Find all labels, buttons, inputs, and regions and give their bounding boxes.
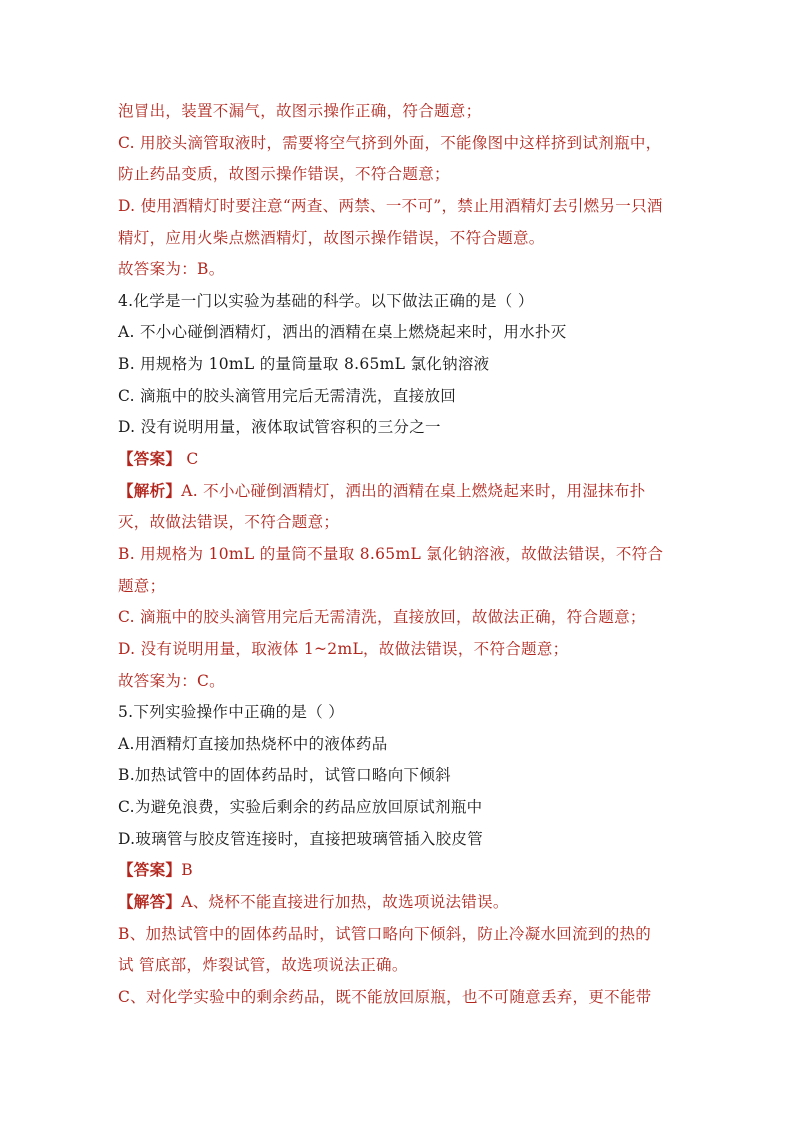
line-text: 题意； — [118, 577, 166, 595]
text-line — [118, 512, 339, 532]
text-line — [118, 322, 567, 342]
section-label: 【答案】 — [118, 449, 182, 468]
line-text: 故答案为：C。 — [118, 672, 225, 690]
text-line — [118, 196, 663, 216]
line-text: C. 用胶头滴管取液时，需要将空气挤到外面，不能像图中这样挤到试剂瓶中， — [118, 134, 662, 152]
line-text: B、加热试管中的固体药品时，试管口略向下倾斜，防止冷凝水回流到的热的 — [118, 925, 652, 943]
text-line — [118, 417, 441, 437]
line-text: 灭，故做法错误，不符合题意； — [118, 513, 340, 531]
section-label: 【解析】 — [118, 481, 182, 500]
line-text: 防止药品变质，故图示操作错误，不符合题意； — [118, 165, 450, 183]
line-text: 5.下列实验操作中正确的是（ ） — [118, 703, 345, 721]
line-text: B — [181, 861, 193, 879]
line-text: 试 管底部，炸裂试管，故选项说法正确。 — [118, 956, 408, 974]
line-text: D. 没有说明用量，取液体 1~2mL，故做法错误，不符合题意； — [118, 640, 569, 658]
text-line — [118, 228, 545, 248]
text-line — [118, 259, 225, 279]
text-line — [118, 576, 165, 596]
line-text: B. 用规格为 10mL 的量筒不量取 8.65mL 氯化钠溶液，故做法错误，不符合 — [118, 545, 664, 563]
line-text: 4.化学是一门以实验为基础的科学。以下做法正确的是（ ） — [118, 292, 534, 310]
text-line — [118, 702, 344, 722]
line-text: A、烧杯不能直接进行加热，故选项说法错误。 — [181, 893, 509, 911]
text-line — [118, 734, 388, 754]
line-text: D. 没有说明用量，液体取试管容积的三分之一 — [118, 418, 441, 436]
text-line — [118, 449, 199, 469]
line-text: A. 不小心碰倒酒精灯，洒出的酒精在桌上燃烧起来时，用水扑灭 — [118, 323, 567, 341]
line-text: D. 使用酒精灯时要注意“两查、两禁、一不可”，禁止用酒精灯去引燃另一只酒 — [118, 197, 663, 215]
text-line — [118, 544, 663, 564]
text-line — [118, 639, 568, 659]
text-line — [118, 133, 661, 153]
text-line — [118, 797, 482, 817]
text-line — [118, 955, 408, 975]
text-line — [118, 101, 481, 121]
text-line — [118, 924, 651, 944]
line-text: B.加热试管中的固体药品时，试管口略向下倾斜 — [118, 766, 451, 784]
text-line — [118, 607, 646, 627]
text-line — [118, 829, 483, 849]
line-text: C — [181, 450, 199, 468]
line-text: 精灯，应用火柴点燃酒精灯，故图示操作错误，不符合题意。 — [118, 229, 545, 247]
text-line — [118, 481, 646, 501]
line-text: C. 滴瓶中的胶头滴管用完后无需清洗，直接放回，故做法正确，符合题意； — [118, 608, 646, 626]
line-text: C.为避免浪费，实验后剩余的药品应放回原试剂瓶中 — [118, 798, 483, 816]
section-label: 【答案】 — [118, 860, 182, 879]
text-line — [118, 987, 652, 1007]
line-text: C、对化学实验中的剩余药品，既不能放回原瓶，也不可随意丢弃，更不能带 — [118, 988, 652, 1006]
text-line — [118, 291, 534, 311]
text-line — [118, 892, 509, 912]
section-label: 【解答】 — [118, 892, 182, 911]
line-text: D.玻璃管与胶皮管连接时，直接把玻璃管插入胶皮管 — [118, 830, 484, 848]
line-text: A. 不小心碰倒酒精灯，洒出的酒精在桌上燃烧起来时，用湿抹布扑 — [181, 482, 646, 500]
line-text: B. 用规格为 10mL 的量筒量取 8.65mL 氯化钠溶液 — [118, 355, 490, 373]
text-line — [118, 671, 225, 691]
text-line — [118, 765, 451, 785]
text-line — [118, 354, 489, 374]
line-text: C. 滴瓶中的胶头滴管用完后无需清洗，直接放回 — [118, 387, 457, 405]
text-line — [118, 164, 450, 184]
line-text: 故答案为：B。 — [118, 260, 225, 278]
text-line — [118, 860, 193, 880]
text-line — [118, 386, 456, 406]
line-text: 泡冒出，装置不漏气，故图示操作正确，符合题意； — [118, 102, 482, 120]
line-text: A.用酒精灯直接加热烧杯中的液体药品 — [118, 735, 388, 753]
